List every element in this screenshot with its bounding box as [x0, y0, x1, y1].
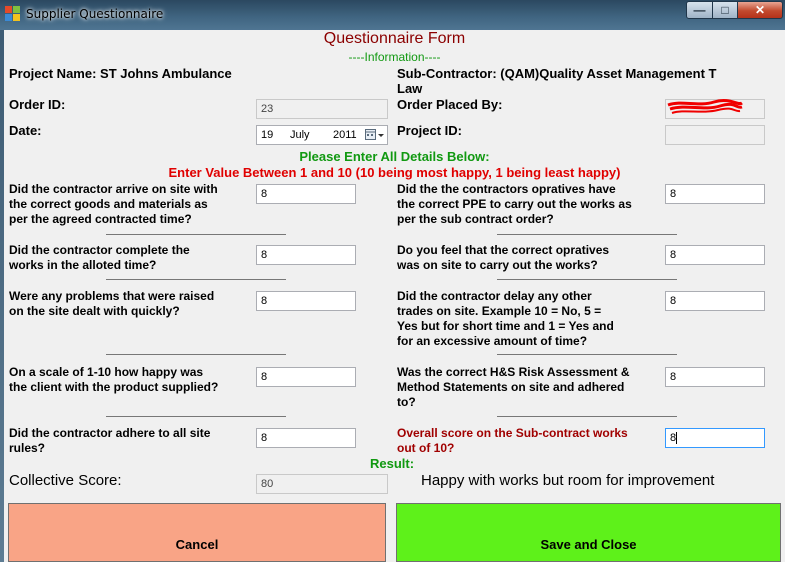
question-line: the client with the product supplied?	[9, 380, 219, 394]
question-label-right-2	[397, 243, 609, 273]
overall-score-input[interactable]	[665, 428, 765, 448]
separator-line	[106, 279, 286, 280]
question-label-right-3	[397, 289, 614, 349]
question-line: rules?	[9, 441, 46, 455]
question-line: Were any problems that were raised	[9, 289, 215, 303]
order-id-field[interactable]: 23	[256, 99, 388, 119]
question-line: Do you feel that the correct opratives	[397, 243, 610, 257]
title-bar[interactable]	[0, 0, 785, 30]
text-cursor	[676, 432, 677, 444]
question-line: the correct PPE to carry out the works as	[397, 197, 632, 211]
close-button[interactable]	[737, 1, 783, 19]
separator-line	[106, 234, 286, 235]
maximize-button[interactable]	[712, 1, 738, 19]
date-label: Date:	[9, 123, 42, 138]
date-month: July	[290, 129, 310, 141]
separator-line	[497, 234, 677, 235]
save-and-close-button[interactable]: Save and Close	[396, 503, 781, 562]
question-line: to?	[397, 395, 416, 409]
collective-score-field[interactable]: 80	[256, 474, 388, 494]
minimize-icon: —	[693, 3, 706, 17]
minimize-button[interactable]	[686, 1, 713, 19]
score-input-right-3[interactable]: 8	[665, 291, 765, 311]
question-line: on the site dealt with quickly?	[9, 304, 180, 318]
question-line: Did the the contractors opratives have	[397, 182, 616, 196]
question-label-left-5	[9, 426, 210, 456]
question-line: Yes but for short time and 1 = Yes and	[397, 319, 614, 333]
separator-line	[497, 354, 677, 355]
question-label-left-1	[9, 182, 218, 227]
score-input-left-2[interactable]: 8	[256, 245, 356, 265]
question-label-left-4	[9, 365, 218, 395]
subcontractor-label-line1: Sub-Contractor: (QAM)Quality Asset Management T	[397, 66, 717, 81]
separator-line	[497, 416, 677, 417]
redaction-scribble	[664, 97, 744, 117]
enter-details-heading: Please Enter All Details Below:	[299, 149, 490, 164]
calendar-dropdown-icon[interactable]	[365, 129, 385, 142]
project-name-label: Project Name: ST Johns Ambulance	[9, 66, 232, 81]
subcontractor-label-line2: Law	[397, 81, 423, 96]
question-line: for an excessive amount of time?	[397, 334, 588, 348]
question-line: was on site to carry out the works?	[397, 258, 598, 272]
score-input-left-5[interactable]: 8	[256, 428, 356, 448]
question-line: works in the alloted time?	[9, 258, 157, 272]
separator-line	[497, 279, 677, 280]
question-line: trades on site. Example 10 = No, 5 =	[397, 304, 602, 318]
question-line: On a scale of 1-10 how happy was	[9, 365, 204, 379]
question-line: the correct goods and materials as	[9, 197, 208, 211]
maximize-icon: □	[721, 3, 729, 17]
question-label-left-3	[9, 289, 214, 319]
value-range-instruction: Enter Value Between 1 and 10 (10 being most happy, 1 being least happy)	[168, 165, 621, 180]
order-placed-by-label: Order Placed By:	[397, 97, 503, 112]
question-line: Was the correct H&S Risk Assessment &	[397, 365, 630, 379]
score-input-right-2[interactable]: 8	[665, 245, 765, 265]
project-id-label: Project ID:	[397, 123, 463, 138]
score-input-right-4[interactable]: 8	[665, 367, 765, 387]
question-line: Method Statements on site and adhered	[397, 380, 625, 394]
window-title: Supplier Questionnaire	[26, 7, 164, 21]
separator-line	[106, 354, 286, 355]
form-title: Questionnaire Form	[323, 30, 466, 47]
question-line: Did the contractor adhere to all site	[9, 426, 211, 440]
question-label-right-4	[397, 365, 630, 410]
question-line: per the agreed contracted time?	[9, 212, 192, 226]
score-input-left-4[interactable]: 8	[256, 367, 356, 387]
date-year: 2011	[333, 129, 357, 141]
overall-score-label	[397, 426, 628, 456]
question-line: Did the contractor delay any other	[397, 289, 592, 303]
question-line: Did the contractor complete the	[9, 243, 190, 257]
project-id-field[interactable]	[665, 125, 765, 145]
question-line: per the sub contract order?	[397, 212, 554, 226]
result-verdict: Happy with works but room for improvement	[421, 472, 715, 489]
date-day: 19	[261, 129, 274, 141]
collective-score-label: Collective Score:	[9, 472, 122, 489]
question-line: Did the contractor arrive on site with	[9, 182, 218, 196]
order-id-label: Order ID:	[9, 97, 66, 112]
score-input-left-3[interactable]: 8	[256, 291, 356, 311]
overall-score-value: 8	[670, 432, 677, 444]
separator-line	[106, 416, 286, 417]
subcontractor-label	[397, 66, 716, 96]
question-label-left-2	[9, 243, 190, 273]
close-icon: ✕	[754, 3, 766, 17]
score-input-right-1[interactable]: 8	[665, 184, 765, 204]
question-line: Overall score on the Sub-contract works	[397, 426, 628, 440]
result-heading: Result:	[370, 456, 415, 471]
form-client-area	[4, 30, 785, 562]
question-line: out of 10?	[397, 441, 455, 455]
cancel-button[interactable]: Cancel	[8, 503, 386, 562]
app-icon	[5, 6, 20, 21]
question-label-right-1	[397, 182, 632, 227]
score-input-left-1[interactable]: 8	[256, 184, 356, 204]
information-heading: ----Information----	[348, 50, 441, 64]
date-picker[interactable]	[256, 125, 388, 145]
